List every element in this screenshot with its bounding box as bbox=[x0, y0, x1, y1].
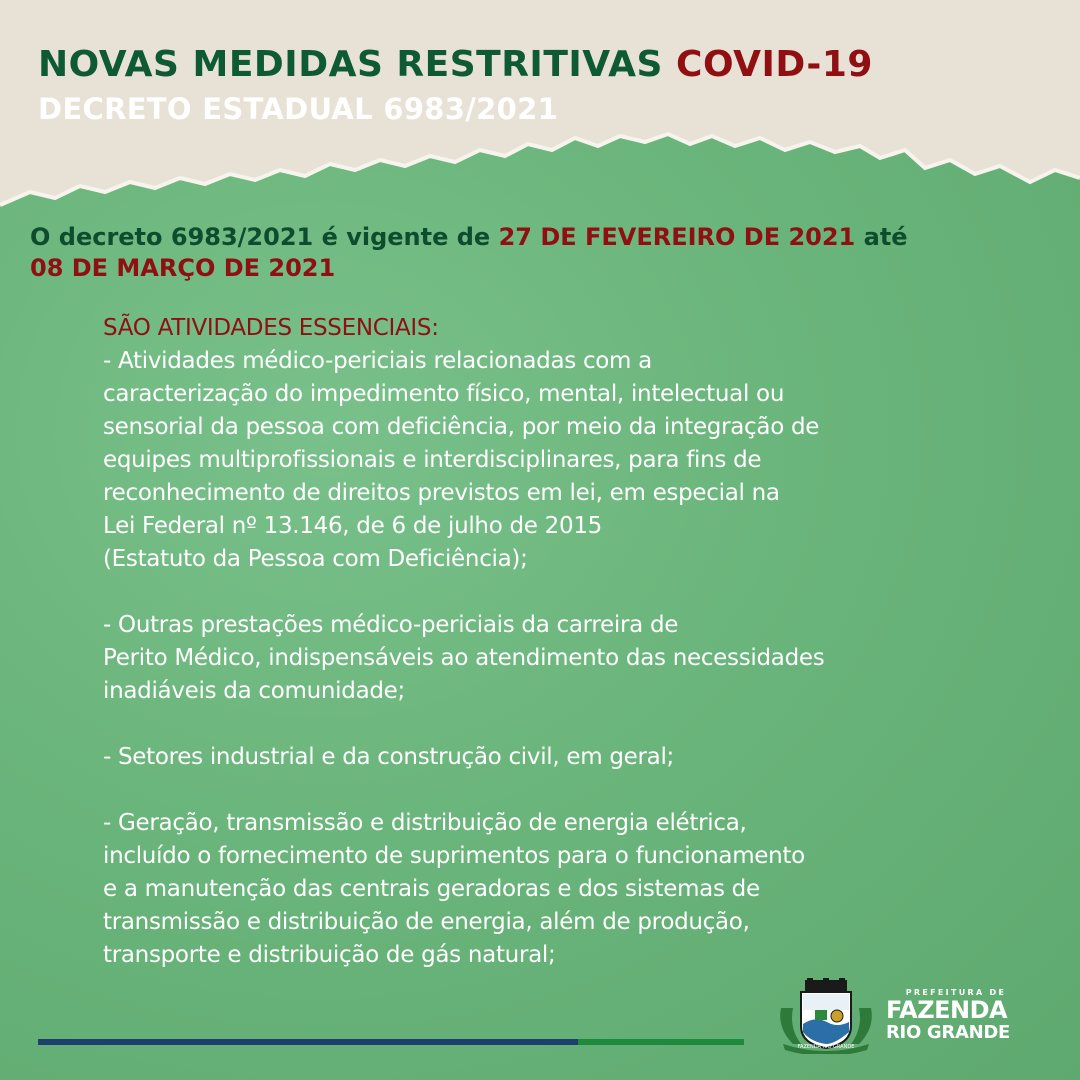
list-item-line: Perito Médico, indispensáveis ao atendimento das necessidades bbox=[103, 645, 825, 671]
intro-text bbox=[30, 222, 1040, 284]
divider-green bbox=[578, 1039, 744, 1045]
intro-middle: até bbox=[863, 223, 908, 251]
list-item-line: - Geração, transmissão e distribuição de energia elétrica, bbox=[103, 810, 747, 836]
intro-prefix: O decreto 6983/2021 é vigente de bbox=[30, 223, 491, 251]
prefeitura-logo bbox=[886, 988, 1026, 1042]
list-item-line: reconhecimento de direitos previstos em lei, em especial na bbox=[103, 480, 780, 506]
list-item-line: - Atividades médico-periciais relacionadas com a bbox=[103, 348, 652, 374]
coat-of-arms-icon bbox=[775, 978, 877, 1054]
essential-activities bbox=[103, 312, 1063, 972]
logo-big-text: FAZENDA bbox=[886, 996, 1008, 1024]
list-item-line: - Setores industrial e da construção civil, em geral; bbox=[103, 744, 675, 770]
spacer bbox=[103, 576, 1063, 609]
section-heading: SÃO ATIVIDADES ESSENCIAIS: bbox=[103, 315, 439, 341]
list-item-line: incluído o fornecimento de suprimentos para o funcionamento bbox=[103, 843, 805, 869]
list-item-line: Lei Federal nº 13.146, de 6 de julho de 2015 bbox=[103, 513, 602, 539]
page-title bbox=[38, 44, 873, 85]
spacer bbox=[103, 774, 1063, 807]
end-date: 08 DE MARÇO DE 2021 bbox=[30, 254, 336, 282]
list-item bbox=[103, 345, 1063, 576]
title-main: NOVAS MEDIDAS RESTRITIVAS bbox=[38, 44, 663, 85]
logo-small-text: PREFEITURA DE bbox=[905, 988, 1007, 997]
list-item-line: transmissão e distribuição de energia, além de produção, bbox=[103, 909, 750, 935]
divider-blue bbox=[38, 1039, 578, 1045]
list-item-line: - Outras prestações médico-periciais da carreira de bbox=[103, 612, 679, 638]
list-item bbox=[103, 609, 1063, 708]
title-highlight: COVID-19 bbox=[676, 44, 873, 85]
page-subtitle: DECRETO ESTADUAL 6983/2021 bbox=[38, 92, 559, 126]
list-item-line: caracterização do impedimento físico, mental, intelectual ou bbox=[103, 381, 785, 407]
spacer bbox=[103, 708, 1063, 741]
start-date: 27 DE FEVEREIRO DE 2021 bbox=[498, 223, 856, 251]
logo-mid-text: RIO GRANDE bbox=[886, 1022, 1010, 1043]
list-item-line: e a manutenção das centrais geradoras e dos sistemas de bbox=[103, 876, 760, 902]
list-item-line: sensorial da pessoa com deficiência, por meio da integração de bbox=[103, 414, 820, 440]
crest-ribbon-text: FAZENDA RIO GRANDE bbox=[797, 1044, 855, 1050]
footer-divider bbox=[38, 1039, 744, 1045]
list-item-line: equipes multiprofissionais e interdisciplinares, para fins de bbox=[103, 447, 762, 473]
list-item bbox=[103, 741, 1063, 774]
list-item bbox=[103, 807, 1063, 972]
list-item-line: transporte e distribuição de gás natural; bbox=[103, 942, 556, 968]
list-item-line: (Estatuto da Pessoa com Deficiência); bbox=[103, 546, 528, 572]
list-item-line: inadiáveis da comunidade; bbox=[103, 678, 405, 704]
